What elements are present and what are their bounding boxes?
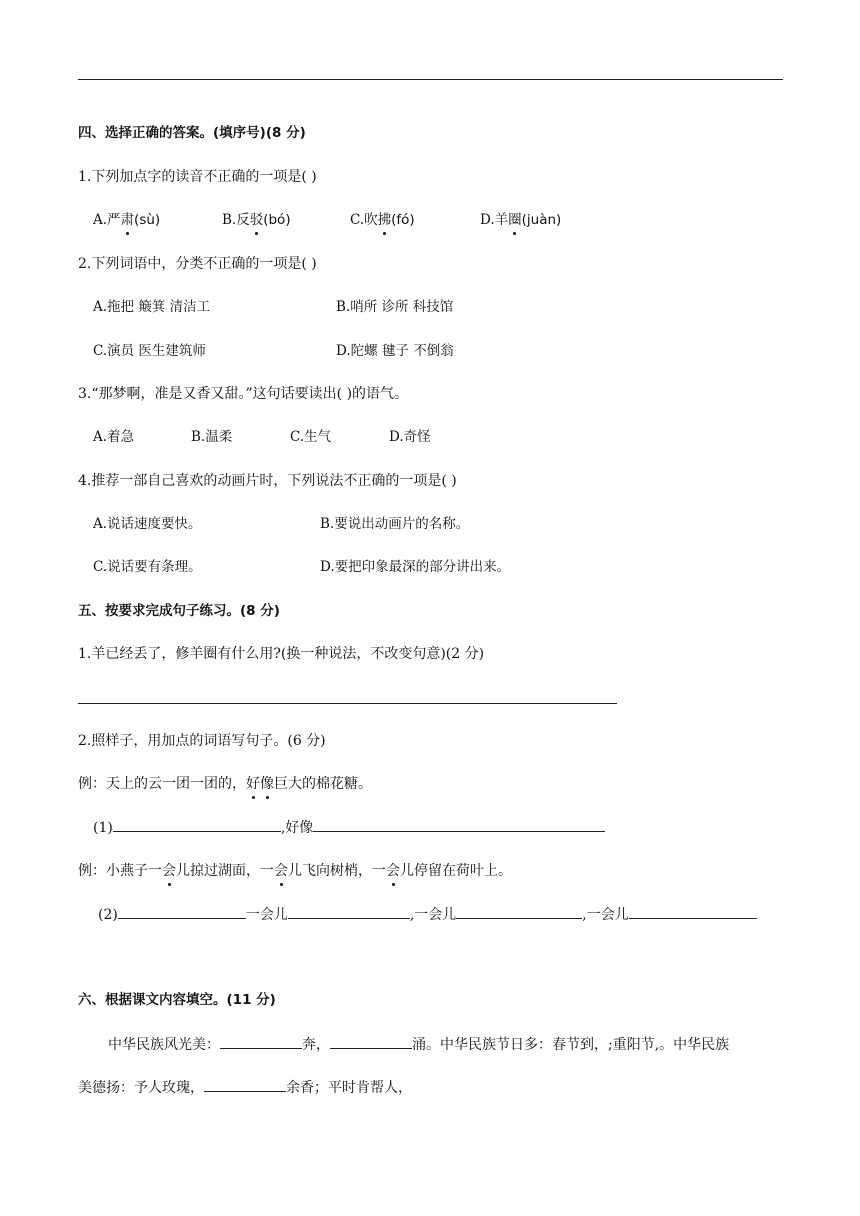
- pinyin: (bó): [263, 212, 291, 228]
- q4-option-a: A.说话速度要快。: [93, 516, 202, 532]
- passage-text: 涌。中华民族节日多：春节到，;重阳节,。中华民族: [412, 1037, 730, 1053]
- example-2: [78, 861, 512, 881]
- fill-word: ,一会儿: [409, 907, 457, 923]
- fill-sentence-1: [93, 817, 605, 838]
- s6-line-1: [108, 1034, 729, 1055]
- blank-field[interactable]: [330, 1034, 412, 1049]
- s6-line-2: [78, 1077, 412, 1098]
- item-number: (1): [93, 820, 113, 836]
- example-text: 例：天上的云一团一团的，: [78, 776, 246, 792]
- dotted-char: 像: [260, 776, 274, 792]
- dotted-char: 肃: [120, 212, 135, 228]
- example-text: 飞向树梢，: [302, 863, 372, 879]
- blank-field[interactable]: [113, 817, 281, 832]
- passage-text: 余香；平时肯帮人，: [286, 1080, 412, 1096]
- option-text: B.反: [222, 212, 250, 228]
- blank-field[interactable]: [288, 904, 410, 919]
- q2-option-b: B.哨所 诊所 科技馆: [336, 299, 454, 315]
- blank-field[interactable]: [313, 817, 605, 832]
- fill-word: 一会儿: [245, 907, 288, 923]
- option-text: A.严: [93, 212, 121, 228]
- q1-option-a: [93, 210, 160, 230]
- section-5-title: 五、按要求完成句子练习。(8 分): [78, 603, 280, 619]
- passage-text: 中华民族风光美：: [108, 1037, 220, 1053]
- q2-option-d: D.陀螺 毽子 不倒翁: [336, 343, 454, 359]
- item-number: (2): [98, 907, 118, 923]
- dotted-char: 拂: [377, 212, 392, 228]
- answer-line[interactable]: [78, 703, 617, 704]
- section-6-title: 六、根据课文内容填空。(11 分): [78, 992, 276, 1008]
- blank-field[interactable]: [629, 904, 757, 919]
- section-4-title: 四、选择正确的答案。(填序号)(8 分): [78, 125, 306, 141]
- blank-field[interactable]: [204, 1077, 286, 1092]
- example-text: 例：小燕子: [78, 863, 148, 879]
- q2-option-c: C.演员 医生建筑师: [93, 343, 206, 359]
- q1-stem: 1.下列加点字的读音不正确的一项是( ): [78, 169, 317, 185]
- q4-option-b: B.要说出动画片的名称。: [320, 516, 470, 532]
- q3-option-a: A.着急: [93, 429, 135, 445]
- q2-option-a: A.拖把 簸箕 清洁工: [93, 299, 211, 315]
- s5-q2-stem: 2.照样子，用加点的词语写句子。(6 分): [78, 733, 326, 749]
- q3-stem: 3.“那梦啊，准是又香又甜。”这句话要读出( )的语气。: [78, 386, 409, 402]
- example-text: 停留在荷叶上。: [414, 863, 512, 879]
- blank-field[interactable]: [220, 1034, 302, 1049]
- dotted-char: 圈: [508, 212, 522, 228]
- header-rule: [78, 79, 783, 80]
- fill-word: ,好像: [280, 820, 314, 836]
- q3-option-c: C.生气: [290, 429, 332, 445]
- blank-field[interactable]: [118, 904, 246, 919]
- q4-option-d: D.要把印象最深的部分讲出来。: [320, 559, 511, 575]
- passage-text: 美德扬：予人玫瑰，: [78, 1080, 204, 1096]
- s5-q1-stem: 1.羊已经丢了，修羊圈有什么用?(换一种说法，不改变句意)(2 分): [78, 646, 485, 662]
- fill-word: ,一会儿: [582, 907, 629, 923]
- example-text: 巨大的棉花糖。: [274, 776, 372, 792]
- pinyin: (juàn): [521, 212, 562, 228]
- q4-option-c: C.说话要有条理。: [93, 559, 202, 575]
- blank-field[interactable]: [456, 904, 582, 919]
- q2-stem: 2.下列词语中，分类不正确的一项是( ): [78, 256, 317, 272]
- q1-option-c: [350, 210, 415, 230]
- q1-option-b: [222, 210, 291, 230]
- dotted-word: 一会儿: [260, 863, 302, 879]
- fill-sentence-2: [98, 904, 757, 925]
- option-text: D.羊: [480, 212, 509, 228]
- example-1: [78, 774, 372, 794]
- q1-option-d: [480, 210, 561, 230]
- passage-text: 奔，: [302, 1037, 330, 1053]
- q4-stem: 4.推荐一部自己喜欢的动画片时，下列说法不正确的一项是( ): [78, 473, 457, 489]
- dotted-char: 驳: [249, 212, 264, 228]
- q3-option-b: B.温柔: [191, 429, 233, 445]
- dotted-char: 好: [246, 776, 260, 792]
- pinyin: (sù): [134, 212, 161, 228]
- dotted-word: 一会儿: [148, 863, 190, 879]
- option-text: C.吹: [350, 212, 378, 228]
- pinyin: (fó): [391, 212, 415, 228]
- dotted-word: 一会儿: [372, 863, 414, 879]
- q3-option-d: D.奇怪: [389, 429, 431, 445]
- example-text: 掠过湖面，: [190, 863, 260, 879]
